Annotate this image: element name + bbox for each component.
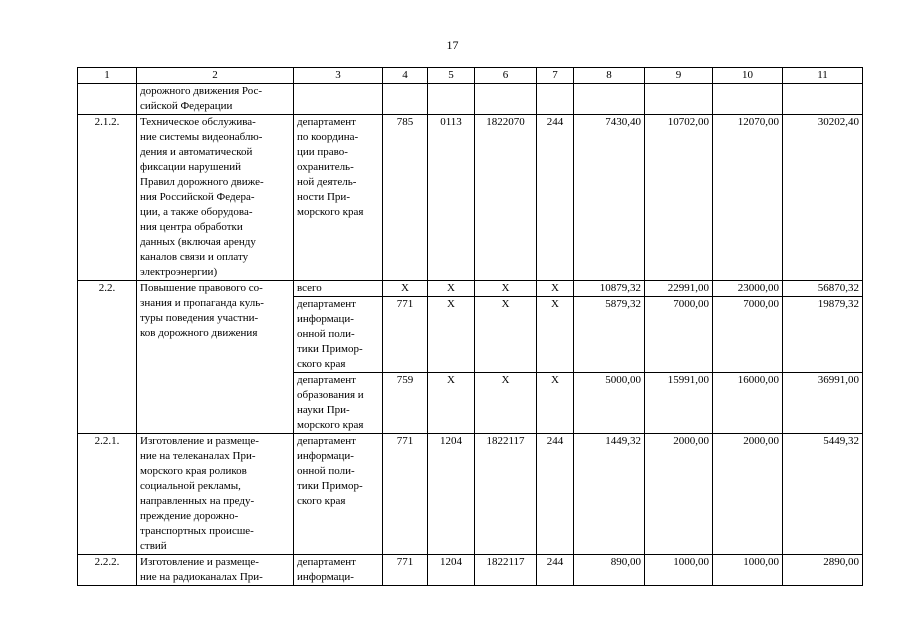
value-cell: 7000,00 xyxy=(645,297,713,373)
value-cell: 23000,00 xyxy=(713,281,783,297)
column-header: 11 xyxy=(783,68,863,84)
value-cell xyxy=(383,84,428,115)
value-cell: 1822070 xyxy=(475,115,537,281)
value-cell: 2000,00 xyxy=(713,434,783,555)
value-cell: 785 xyxy=(383,115,428,281)
column-header: 9 xyxy=(645,68,713,84)
value-cell: 36991,00 xyxy=(783,373,863,434)
table-row xyxy=(78,115,863,281)
row-number-cell: 2.1.2. xyxy=(78,115,137,281)
value-cell: 5000,00 xyxy=(574,373,645,434)
executor-cell: департамент по координа- ции право- охранитель- ной деятель- ности При- морского края xyxy=(294,115,383,281)
row-name-cell: Изготовление и размеще- ние на телеканалах При- морского края роликов социальной рекламы, направленных на преду- преждение дорожно- транспортных происше- ствий xyxy=(137,434,294,555)
table-row xyxy=(78,84,863,115)
value-cell: 771 xyxy=(383,555,428,586)
value-cell: 5879,32 xyxy=(574,297,645,373)
value-cell: 1822117 xyxy=(475,555,537,586)
value-cell: 12070,00 xyxy=(713,115,783,281)
table-header-row xyxy=(78,68,863,84)
column-header: 8 xyxy=(574,68,645,84)
executor-cell: всего xyxy=(294,281,383,297)
value-cell xyxy=(475,84,537,115)
value-cell: 5449,32 xyxy=(783,434,863,555)
column-header: 6 xyxy=(475,68,537,84)
row-name-cell: дорожного движения Рос- сийской Федерации xyxy=(137,84,294,115)
row-number-cell xyxy=(78,84,137,115)
value-cell: 771 xyxy=(383,297,428,373)
value-cell: 1000,00 xyxy=(713,555,783,586)
value-cell: 1822117 xyxy=(475,434,537,555)
table-row xyxy=(78,281,863,297)
executor-cell: департамент образования и науки При- морского края xyxy=(294,373,383,434)
row-number-cell: 2.2.1. xyxy=(78,434,137,555)
value-cell: X xyxy=(475,373,537,434)
value-cell: 244 xyxy=(537,555,574,586)
column-header: 7 xyxy=(537,68,574,84)
value-cell: X xyxy=(475,297,537,373)
value-cell: 22991,00 xyxy=(645,281,713,297)
column-header: 1 xyxy=(78,68,137,84)
value-cell: 10879,32 xyxy=(574,281,645,297)
value-cell: 7000,00 xyxy=(713,297,783,373)
value-cell: 1204 xyxy=(428,555,475,586)
value-cell xyxy=(574,84,645,115)
page-number: 17 xyxy=(446,38,459,52)
column-header: 2 xyxy=(137,68,294,84)
row-name-cell: Изготовление и размеще- ние на радиоканалах При- xyxy=(137,555,294,586)
column-header: 5 xyxy=(428,68,475,84)
value-cell: X xyxy=(537,297,574,373)
value-cell: X xyxy=(428,281,475,297)
value-cell xyxy=(645,84,713,115)
column-header: 10 xyxy=(713,68,783,84)
value-cell: 16000,00 xyxy=(713,373,783,434)
value-cell: 244 xyxy=(537,434,574,555)
value-cell: 890,00 xyxy=(574,555,645,586)
value-cell: 1000,00 xyxy=(645,555,713,586)
value-cell: 0113 xyxy=(428,115,475,281)
row-number-cell: 2.2.2. xyxy=(78,555,137,586)
value-cell: 2890,00 xyxy=(783,555,863,586)
value-cell: X xyxy=(383,281,428,297)
value-cell: X xyxy=(428,373,475,434)
row-number-cell: 2.2. xyxy=(78,281,137,434)
value-cell: 7430,40 xyxy=(574,115,645,281)
column-header: 4 xyxy=(383,68,428,84)
value-cell: 56870,32 xyxy=(783,281,863,297)
value-cell: X xyxy=(537,281,574,297)
value-cell: 2000,00 xyxy=(645,434,713,555)
column-header: 3 xyxy=(294,68,383,84)
value-cell: X xyxy=(428,297,475,373)
value-cell: 10702,00 xyxy=(645,115,713,281)
value-cell: 771 xyxy=(383,434,428,555)
executor-cell xyxy=(294,84,383,115)
value-cell: 1204 xyxy=(428,434,475,555)
row-name-cell: Техническое обслужива- ние системы видеонаблю- дения и автоматической фиксации нарушений Правил дорожного движе- ния Российской Федера- ции, а также оборудова- ния центра обработки данных (включая аренду каналов связи и оплату электроэнергии) xyxy=(137,115,294,281)
value-cell: 759 xyxy=(383,373,428,434)
value-cell: X xyxy=(537,373,574,434)
table-row xyxy=(78,434,863,555)
executor-cell: департамент информаци- онной поли- тики Примор- ского края xyxy=(294,297,383,373)
value-cell: 30202,40 xyxy=(783,115,863,281)
value-cell xyxy=(537,84,574,115)
value-cell: 19879,32 xyxy=(783,297,863,373)
value-cell: 1449,32 xyxy=(574,434,645,555)
table-row xyxy=(78,555,863,586)
executor-cell: департамент информаци- xyxy=(294,555,383,586)
value-cell: 244 xyxy=(537,115,574,281)
value-cell xyxy=(713,84,783,115)
value-cell: 15991,00 xyxy=(645,373,713,434)
value-cell xyxy=(783,84,863,115)
value-cell xyxy=(428,84,475,115)
executor-cell: департамент информаци- онной поли- тики Примор- ского края xyxy=(294,434,383,555)
row-name-cell: Повышение правового со- знания и пропаганда куль- туры поведения участни- ков дорожного движения xyxy=(137,281,294,434)
value-cell: X xyxy=(475,281,537,297)
budget-table xyxy=(77,67,863,586)
